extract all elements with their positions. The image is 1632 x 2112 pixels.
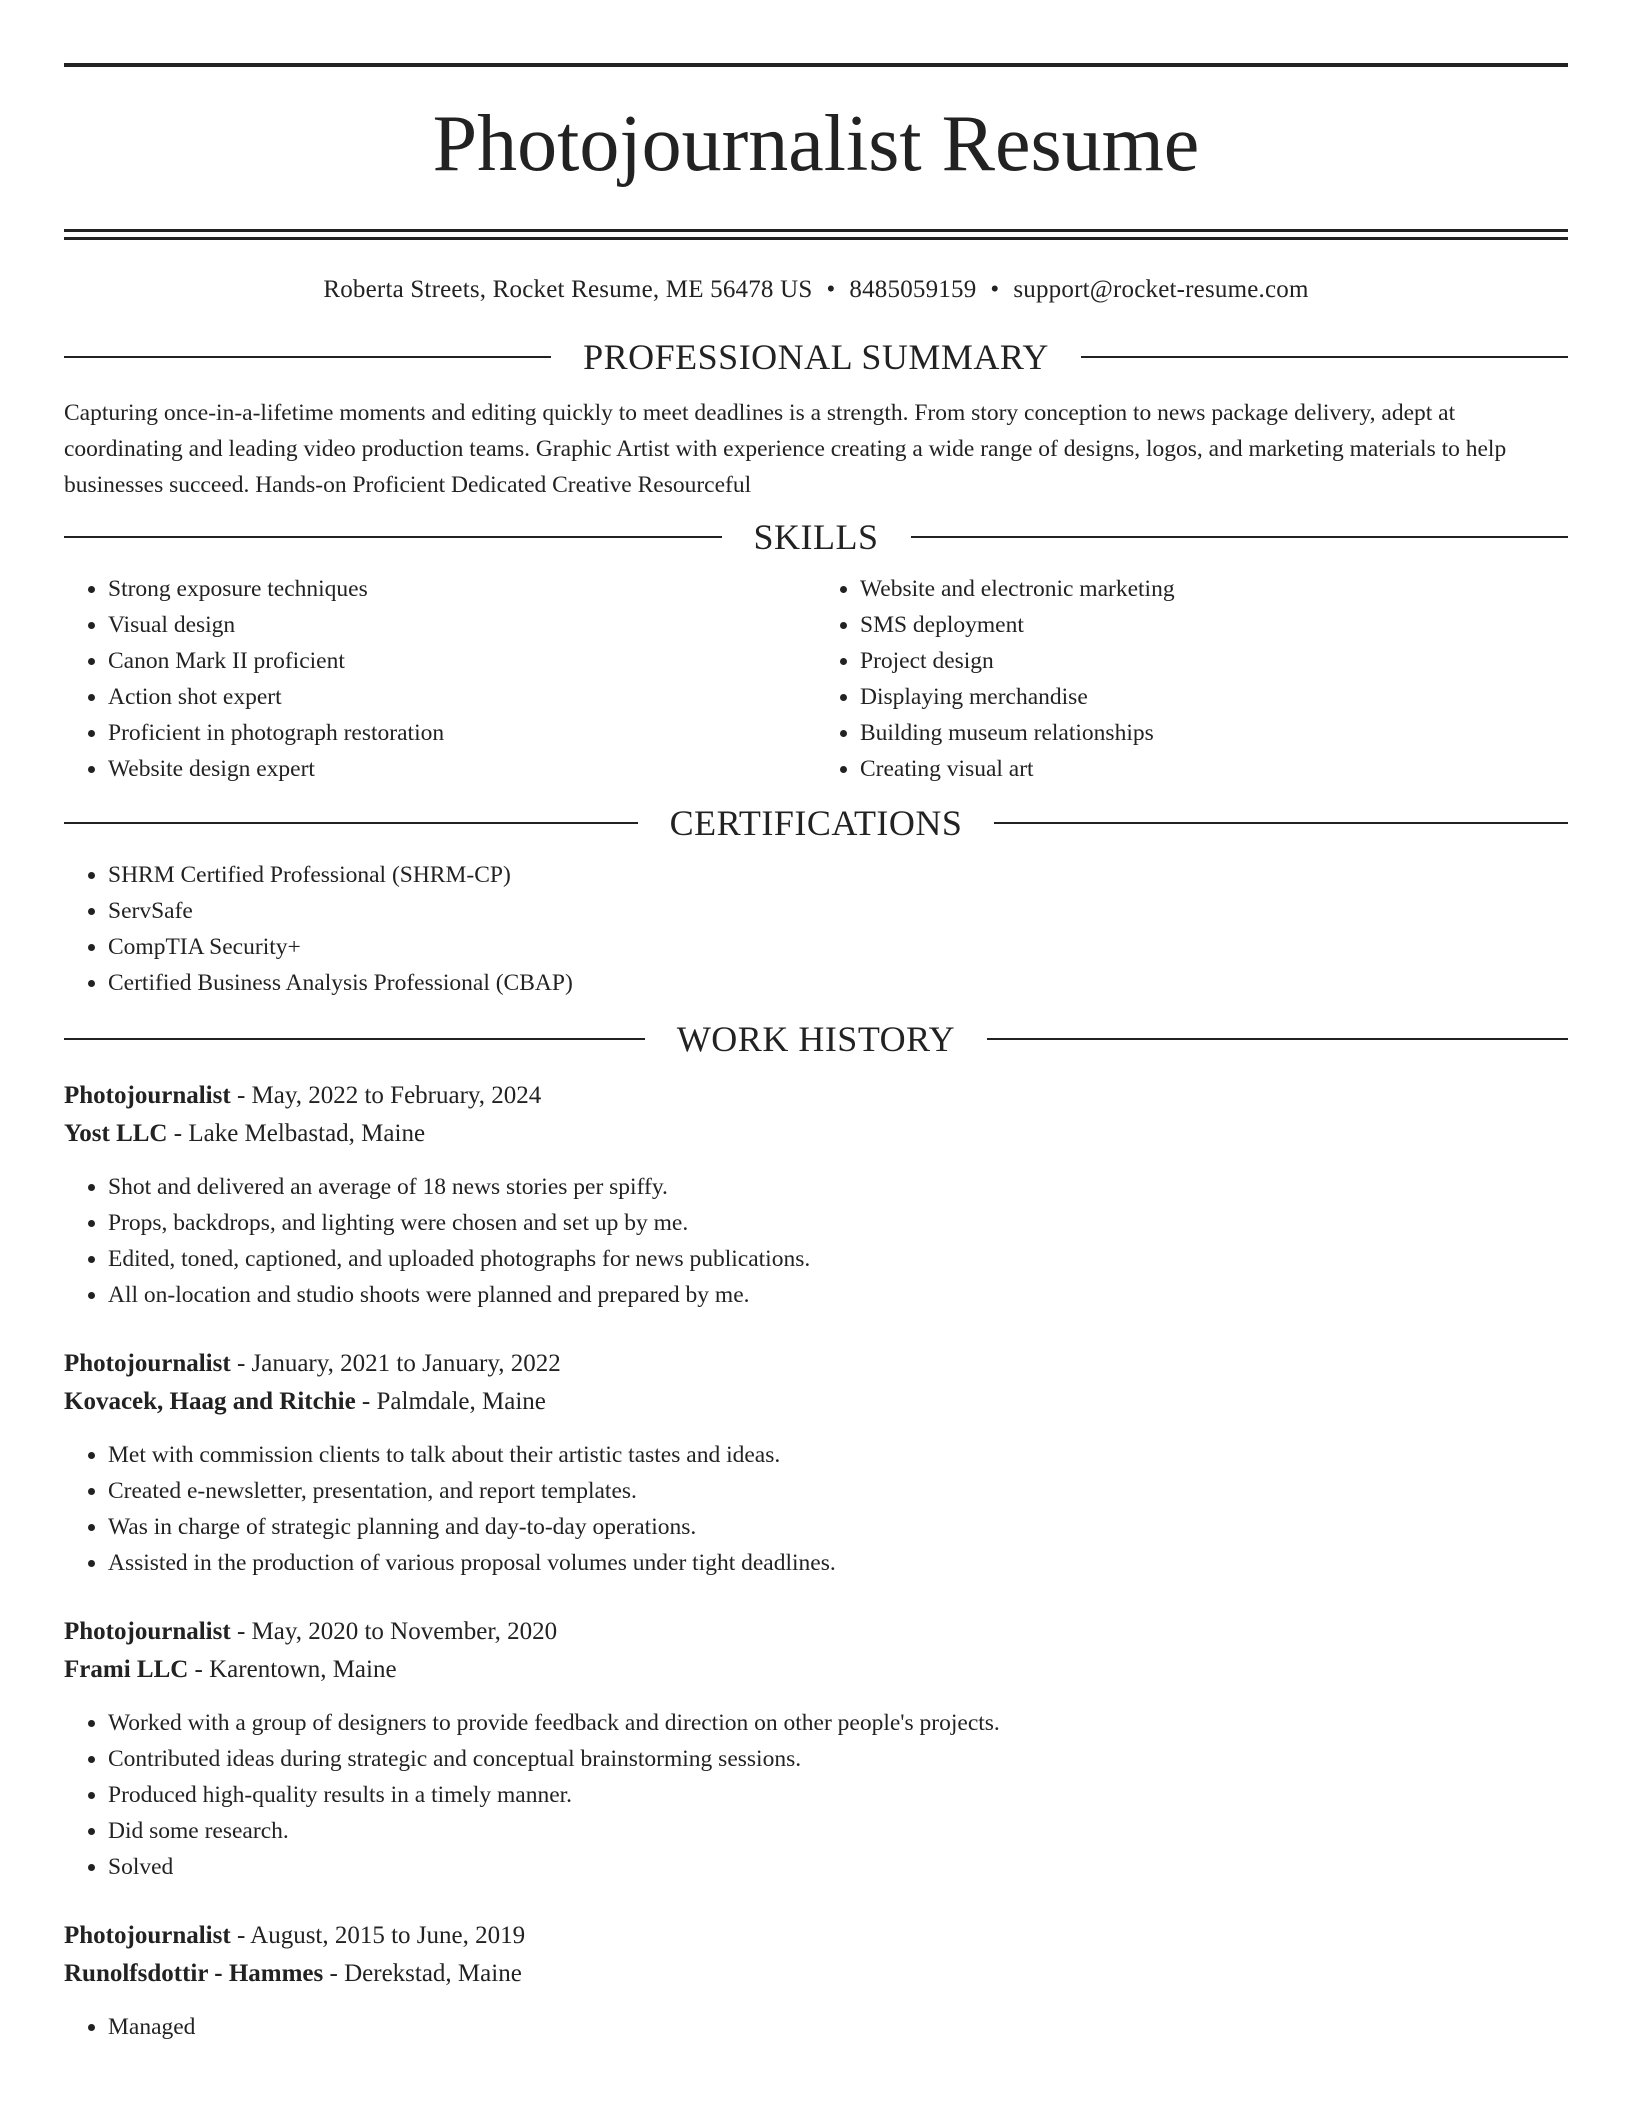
job-bullet: • Shot and delivered an average of 18 news stories per spiffy. — [108, 1169, 1568, 1205]
skill-item: • SMS deployment — [860, 607, 1568, 643]
job-dates: - May, 2020 to November, 2020 — [230, 1618, 558, 1645]
job-bullets — [64, 1169, 1568, 1313]
section-rule-right — [994, 822, 1568, 824]
job-bullet: • Contributed ideas during strategic and conceptual brainstorming sessions. — [108, 1741, 1568, 1777]
skill-item: • Project design — [860, 643, 1568, 679]
skills-list-right — [816, 571, 1568, 787]
job-title-line — [64, 1917, 1568, 1955]
job-company: Runolfsdottir - Hammes — [64, 1960, 324, 1987]
section-title-certifications: CERTIFICATIONS — [669, 803, 963, 843]
section-header-certifications — [64, 803, 1568, 843]
skill-item: • Creating visual art — [860, 751, 1568, 787]
job-dates: - May, 2022 to February, 2024 — [230, 1082, 542, 1109]
certifications-list — [64, 857, 1568, 1001]
job-company-line — [64, 1955, 1568, 1993]
job-bullet: • Edited, toned, captioned, and uploaded photographs for news publications. — [108, 1241, 1568, 1277]
job-company: Yost LLC — [64, 1120, 168, 1147]
skill-item: • Website and electronic marketing — [860, 571, 1568, 607]
job-company-line — [64, 1383, 1568, 1421]
summary-text: Capturing once-in-a-lifetime moments and editing quickly to meet deadlines is a strength. From story conception to news package delivery, adept at coordinating and leading video production teams. Graphic Artist with experience creating a wide range of designs, logos, and marketing materials to help businesses succeed. Hands-on Proficient Dedicated Creative Resourceful — [64, 400, 1507, 498]
job-bullet: • Created e-newsletter, presentation, and report templates. — [108, 1473, 1568, 1509]
contact-separator: • — [826, 276, 836, 303]
job-bullet: • Solved — [108, 1849, 1568, 1885]
job-entry — [64, 1917, 1568, 2045]
job-entry — [64, 1613, 1568, 1885]
job-company: Frami LLC — [64, 1656, 189, 1683]
skills-list-left — [64, 571, 816, 787]
job-title: Photojournalist — [64, 1350, 231, 1377]
job-title: Photojournalist — [64, 1618, 231, 1645]
job-title-line — [64, 1613, 1568, 1651]
section-rule-left — [64, 356, 551, 358]
title-double-rule — [64, 229, 1568, 240]
job-bullet: • Was in charge of strategic planning and day-to-day operations. — [108, 1509, 1568, 1545]
job-bullet: • Assisted in the production of various proposal volumes under tight deadlines. — [108, 1545, 1568, 1581]
job-title: Photojournalist — [64, 1922, 231, 1949]
certification-item: • Certified Business Analysis Professional (CBAP) — [108, 965, 1568, 1001]
job-company-line — [64, 1651, 1568, 1689]
job-location: - Palmdale, Maine — [355, 1388, 546, 1415]
skill-item: • Action shot expert — [108, 679, 816, 715]
job-bullet: • Did some research. — [108, 1813, 1568, 1849]
job-bullet: • All on-location and studio shoots were planned and prepared by me. — [108, 1277, 1568, 1313]
section-title-summary: PROFESSIONAL SUMMARY — [583, 337, 1049, 377]
section-rule-left — [64, 1038, 645, 1040]
section-rule-right — [987, 1038, 1568, 1040]
skill-item: • Building museum relationships — [860, 715, 1568, 751]
contact-email: support@rocket-resume.com — [1013, 276, 1309, 303]
job-entry — [64, 1345, 1568, 1581]
job-bullet: • Worked with a group of designers to provide feedback and direction on other people's projects. — [108, 1705, 1568, 1741]
section-title-work-history: WORK HISTORY — [676, 1019, 956, 1059]
job-title-line — [64, 1345, 1568, 1383]
job-dates: - August, 2015 to June, 2019 — [230, 1922, 526, 1949]
skill-item: • Proficient in photograph restoration — [108, 715, 816, 751]
section-rule-left — [64, 822, 638, 824]
job-dates: - January, 2021 to January, 2022 — [230, 1350, 561, 1377]
job-entry — [64, 1077, 1568, 1313]
section-header-skills — [64, 517, 1568, 557]
skill-item: • Strong exposure techniques — [108, 571, 816, 607]
job-company-line — [64, 1115, 1568, 1153]
contact-phone: 8485059159 — [849, 276, 977, 303]
job-bullets — [64, 1437, 1568, 1581]
top-rule — [64, 63, 1568, 67]
job-location: - Derekstad, Maine — [323, 1960, 522, 1987]
resume-content — [64, 63, 1568, 2045]
certification-item: • ServSafe — [108, 893, 1568, 929]
contact-line — [64, 274, 1568, 306]
job-bullet: • Props, backdrops, and lighting were chosen and set up by me. — [108, 1205, 1568, 1241]
skill-item: • Displaying merchandise — [860, 679, 1568, 715]
section-rule-left — [64, 536, 722, 538]
certification-item: • CompTIA Security+ — [108, 929, 1568, 965]
section-rule-right — [911, 536, 1569, 538]
job-bullet: • Met with commission clients to talk about their artistic tastes and ideas. — [108, 1437, 1568, 1473]
certification-item: • SHRM Certified Professional (SHRM-CP) — [108, 857, 1568, 893]
skill-item: • Canon Mark II proficient — [108, 643, 816, 679]
section-header-work-history — [64, 1019, 1568, 1059]
job-company: Kovacek, Haag and Ritchie — [64, 1388, 356, 1415]
job-title-line — [64, 1077, 1568, 1115]
job-title: Photojournalist — [64, 1082, 231, 1109]
job-bullets — [64, 1705, 1568, 1885]
job-bullet: • Produced high-quality results in a timely manner. — [108, 1777, 1568, 1813]
job-location: - Karentown, Maine — [188, 1656, 397, 1683]
contact-address: Roberta Streets, Rocket Resume, ME 56478 US — [323, 276, 813, 303]
section-title-skills: SKILLS — [753, 517, 879, 557]
job-bullet: • Managed — [108, 2009, 1568, 2045]
job-bullets — [64, 2009, 1568, 2045]
contact-separator: • — [990, 276, 1000, 303]
page-title: Photojournalist Resume — [432, 100, 1200, 188]
job-location: - Lake Melbastad, Maine — [167, 1120, 426, 1147]
skills-columns — [64, 571, 1568, 787]
section-header-summary — [64, 337, 1568, 377]
skill-item: • Website design expert — [108, 751, 816, 787]
skill-item: • Visual design — [108, 607, 816, 643]
section-rule-right — [1081, 356, 1568, 358]
